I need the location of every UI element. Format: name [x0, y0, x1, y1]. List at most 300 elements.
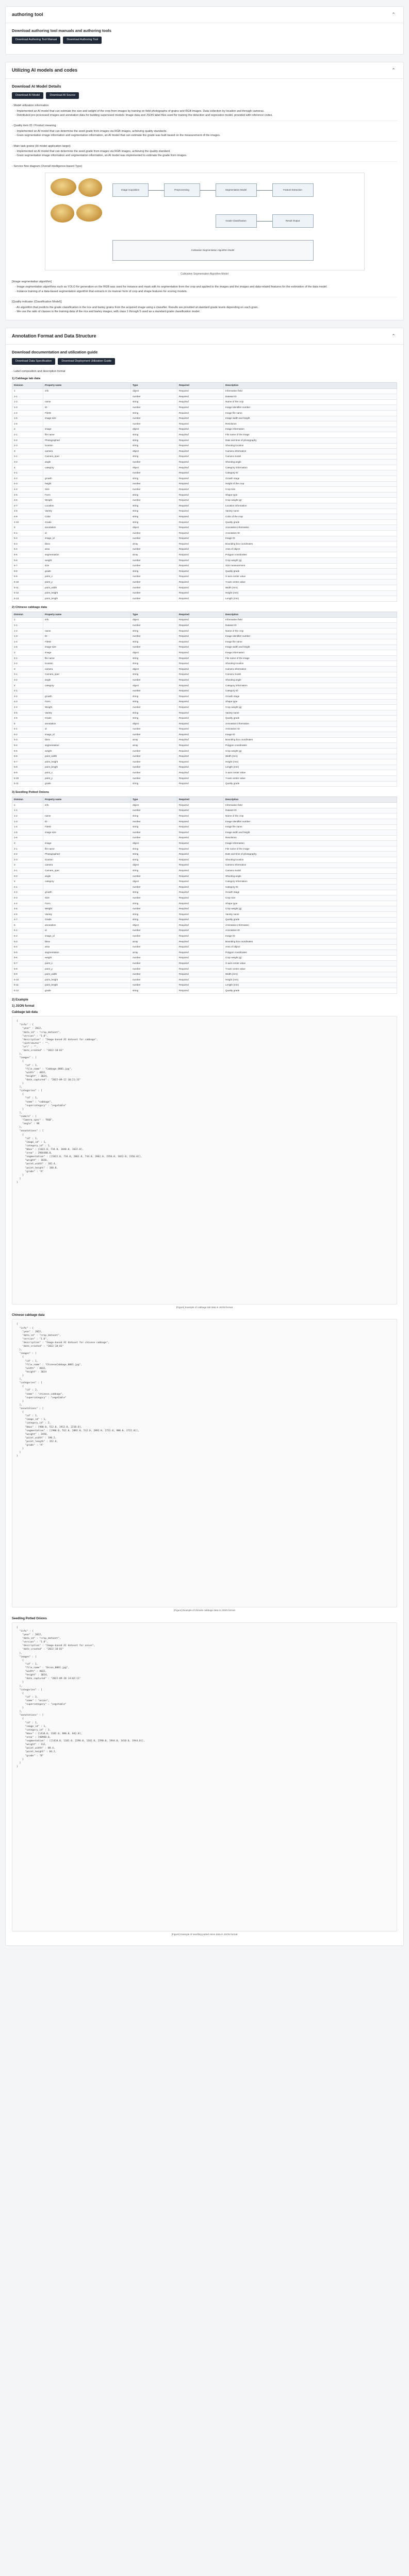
table-cell: 1-4 — [12, 639, 43, 645]
table-cell: angle — [43, 677, 131, 683]
table-cell: number — [131, 481, 177, 487]
table-cell: Required — [177, 514, 224, 520]
table-row — [12, 617, 397, 623]
table-cell: Required — [177, 557, 224, 563]
table-cell: 5 — [12, 721, 43, 727]
table-cell: 1-2 — [12, 814, 43, 819]
table-cell: 4-9 — [12, 514, 43, 520]
table-row — [12, 460, 397, 465]
table-cell: point_x — [43, 770, 131, 776]
table-cell: number — [131, 585, 177, 590]
table-title: 1) Cabbage tab data — [12, 377, 41, 380]
table-cell: number — [131, 770, 177, 776]
table-row — [12, 972, 397, 977]
table-row — [12, 667, 397, 672]
table-cell: Required — [177, 492, 224, 498]
table-cell: Required — [177, 923, 224, 928]
table-cell: Required — [177, 394, 224, 400]
table-cell: Quality grade — [224, 519, 397, 525]
table-cell: Camera information — [224, 862, 397, 868]
table-cell: number — [131, 498, 177, 503]
table-row — [12, 824, 397, 830]
table-cell: string — [131, 661, 177, 667]
download-manual-button[interactable]: Download Authoring Tool Manual — [12, 37, 60, 43]
table-row — [12, 846, 397, 852]
table-row — [12, 509, 397, 514]
table-cell: Required — [177, 955, 224, 961]
table-cell: Category information — [224, 465, 397, 470]
table-cell: size — [43, 563, 131, 569]
table-cell: Camera_spec — [43, 454, 131, 460]
table-cell: weight — [43, 955, 131, 961]
annotation-format-body — [6, 345, 403, 1945]
table-cell: string — [131, 694, 177, 700]
table-row — [12, 432, 397, 438]
ai-models-header[interactable] — [6, 62, 403, 79]
paragraph: - Main task grains (AI model application target) — [12, 144, 71, 148]
table-cell: Grade — [43, 519, 131, 525]
table-cell — [43, 470, 131, 476]
table-cell: 5-7 — [12, 961, 43, 967]
table-cell: string — [131, 628, 177, 634]
table-cell: 2-2 — [12, 661, 43, 667]
table-cell: number — [131, 944, 177, 950]
code-example — [12, 1313, 397, 1612]
table-cell: 4 — [12, 465, 43, 470]
table-row — [12, 934, 397, 939]
table-cell: object — [131, 841, 177, 846]
table-cell: Resolution — [224, 421, 397, 427]
table-cell: Category ID — [224, 470, 397, 476]
download-ai-model-button[interactable]: Download AI Model — [12, 92, 43, 99]
table-cell: 4-1 — [12, 688, 43, 694]
button-row — [12, 358, 397, 365]
table-cell: number — [131, 966, 177, 972]
table-cell: Information field — [224, 803, 397, 808]
table-cell: Camera information — [224, 667, 397, 672]
table-header-row — [12, 796, 397, 802]
table-cell: Required — [177, 509, 224, 514]
table-cell: object — [131, 525, 177, 531]
table-cell: Shooting location — [224, 443, 397, 449]
table-cell: 2-1 — [12, 432, 43, 438]
table-cell: category — [43, 683, 131, 688]
table-cell: point_x — [43, 961, 131, 967]
table-cell: number — [131, 972, 177, 977]
table-row — [12, 465, 397, 470]
table-cell: 3-2 — [12, 677, 43, 683]
table-cell: Required — [177, 770, 224, 776]
table-cell: string — [131, 503, 177, 509]
table-cell: image_id — [43, 934, 131, 939]
table-cell: weight — [43, 748, 131, 754]
flow-box: Cultivation Segmentation Algorithm Model — [112, 240, 314, 261]
table-cell: number — [131, 623, 177, 629]
table-cell: grade — [43, 988, 131, 994]
cabbage-label-table — [12, 382, 397, 601]
table-cell: name — [43, 628, 131, 634]
table-cell: X-axis center value — [224, 770, 397, 776]
table-row — [12, 399, 397, 405]
table-cell: Image file name — [224, 410, 397, 416]
table-row — [12, 410, 397, 416]
code-caption: [Figure] Example of chinese cabbage data in JSON format — [174, 1609, 235, 1612]
table-cell: Dataset ID — [224, 808, 397, 814]
table-cell: string — [131, 437, 177, 443]
table-cell: number — [131, 596, 177, 602]
chevron-up-icon[interactable]: ⌃ — [391, 333, 396, 339]
section-heading: Download authoring tool manuals and authoring tools — [12, 28, 111, 33]
table-cell: Required — [177, 765, 224, 770]
table-cell: segmentation — [43, 552, 131, 558]
table-cell: 4-5 — [12, 492, 43, 498]
table-cell: Required — [177, 732, 224, 738]
code-caption: [Figure] Example of cabbage tab data in JSON format — [176, 1306, 233, 1309]
table-cell: 4-10 — [12, 519, 43, 525]
table-cell: Quality grade — [224, 781, 397, 787]
table-cell: string — [131, 846, 177, 852]
table-cell: Form — [43, 901, 131, 906]
table-row — [12, 672, 397, 677]
table-cell: Length (mm) — [224, 596, 397, 602]
table-row — [12, 454, 397, 460]
table-cell: Required — [177, 694, 224, 700]
table-cell: 4-2 — [12, 694, 43, 700]
table-cell: Required — [177, 470, 224, 476]
table-row — [12, 982, 397, 988]
column-header: Division — [12, 796, 43, 802]
table-cell: Required — [177, 639, 224, 645]
code-example — [12, 1617, 397, 1936]
table-cell: Y-axis center value — [224, 775, 397, 781]
table-row — [12, 645, 397, 650]
table-cell: 5-6 — [12, 557, 43, 563]
grain-image — [51, 178, 76, 196]
table-cell: Crop weight (g) — [224, 557, 397, 563]
table-row — [12, 547, 397, 552]
table-cell: Required — [177, 754, 224, 759]
bullet: - Implemented an AI model that can determine the seed grade from images via RGB images, achieving the quality standard. — [15, 150, 171, 154]
table-cell: Growth stage — [224, 694, 397, 700]
table-cell: 5-6 — [12, 955, 43, 961]
table-cell: Required — [177, 944, 224, 950]
table-row — [12, 503, 397, 509]
table-cell: camera — [43, 449, 131, 454]
table-cell: X-axis center value — [224, 574, 397, 580]
table-row — [12, 988, 397, 994]
table-cell: string — [131, 432, 177, 438]
table-cell: number — [131, 487, 177, 493]
table-cell: 2-3 — [12, 857, 43, 863]
chevron-up-icon[interactable]: ⌃ — [391, 67, 396, 73]
table-cell: number — [131, 906, 177, 912]
table-cell: image_id — [43, 536, 131, 541]
table-cell: Required — [177, 705, 224, 710]
subheading: 2) Example — [12, 998, 28, 1002]
table-cell: Required — [177, 688, 224, 694]
table-cell: annotation — [43, 721, 131, 727]
table-cell: 1-1 — [12, 394, 43, 400]
table-cell — [43, 421, 131, 427]
table-cell: string — [131, 476, 177, 482]
table-cell: Required — [177, 737, 224, 743]
table-cell: angle — [43, 873, 131, 879]
table-cell: 1-3 — [12, 634, 43, 639]
table-cell: number — [131, 460, 177, 465]
paragraph: [Image segmentation algorithm] — [12, 280, 52, 284]
table-cell: Date and time of photography — [224, 852, 397, 857]
table-cell: Required — [177, 443, 224, 449]
table-cell: Required — [177, 628, 224, 634]
table-cell: Photographed — [43, 852, 131, 857]
table-cell: Required — [177, 824, 224, 830]
table-cell — [43, 808, 131, 814]
table-cell: Crop weight (g) — [224, 748, 397, 754]
ai-models-body — [6, 79, 403, 320]
annotation-format-card — [5, 328, 404, 1946]
card-title: Utilizing AI models and codes — [12, 67, 78, 73]
table-cell: Annotation information — [224, 721, 397, 727]
button-row — [12, 92, 397, 99]
table-cell: Category information — [224, 683, 397, 688]
table-row — [12, 814, 397, 819]
table-cell: Image ID — [224, 732, 397, 738]
table-cell: 5-9 — [12, 574, 43, 580]
table-cell: 5-2 — [12, 536, 43, 541]
table-cell: Location — [43, 503, 131, 509]
table-cell: string — [131, 781, 177, 787]
table-cell: Color — [43, 514, 131, 520]
table-cell: Required — [177, 541, 224, 547]
table-cell: growth — [43, 890, 131, 895]
chinese-cabbage-label-table — [12, 612, 397, 787]
table-cell: number — [131, 394, 177, 400]
code-title: Cabbage tab data — [12, 1011, 38, 1014]
table-row — [12, 737, 397, 743]
table-cell: Required — [177, 835, 224, 841]
table-cell: 1 — [12, 388, 43, 394]
table-cell: Required — [177, 531, 224, 536]
table-cell: Width (mm) — [224, 754, 397, 759]
table-cell: number — [131, 416, 177, 421]
table-cell: bbox — [43, 737, 131, 743]
table-cell: 4-4 — [12, 487, 43, 493]
table-cell: Shooting angle — [224, 677, 397, 683]
table-cell: Shape type — [224, 699, 397, 705]
table-cell: Required — [177, 857, 224, 863]
table-cell: 5-11 — [12, 982, 43, 988]
table-cell: array — [131, 743, 177, 749]
table-cell: point_y — [43, 775, 131, 781]
table-cell: string — [131, 454, 177, 460]
table-cell: 4-6 — [12, 912, 43, 918]
table-row — [12, 765, 397, 770]
table-cell: Polygon coordinates — [224, 743, 397, 749]
table-cell: Required — [177, 634, 224, 639]
grain-image — [78, 178, 102, 197]
table-row — [12, 639, 397, 645]
table-cell: camera — [43, 862, 131, 868]
table-cell: 5-10 — [12, 580, 43, 585]
table-row — [12, 552, 397, 558]
table-row — [12, 775, 397, 781]
table-cell: X-axis center value — [224, 961, 397, 967]
flow-box: Feature Extraction — [272, 183, 314, 197]
table-cell: number — [131, 470, 177, 476]
table-cell: file name — [43, 432, 131, 438]
download-spec-button[interactable]: Download Data Specification — [12, 358, 55, 365]
paragraph: [Quality indicator (Classification Model)] — [12, 300, 62, 304]
download-ai-source-button[interactable]: Download AI Source — [46, 92, 79, 99]
table-cell: object — [131, 388, 177, 394]
table-cell: Required — [177, 748, 224, 754]
code-title: Seedling Potted Onions — [12, 1617, 47, 1620]
column-header: Property name — [43, 383, 131, 388]
table-row — [12, 519, 397, 525]
table-cell: object — [131, 683, 177, 688]
table-row — [12, 906, 397, 912]
table-cell: Camera information — [224, 449, 397, 454]
table-cell: string — [131, 912, 177, 918]
table-cell: Camera model — [224, 454, 397, 460]
table-header-row — [12, 612, 397, 617]
table-cell: number — [131, 977, 177, 983]
table-cell: id — [43, 726, 131, 732]
code-example — [12, 1010, 397, 1309]
table-cell: number — [131, 563, 177, 569]
table-cell: Image ID — [224, 934, 397, 939]
table-cell: Name of the crop — [224, 399, 397, 405]
table-cell: 4-4 — [12, 705, 43, 710]
table-row — [12, 857, 397, 863]
table-row — [12, 917, 397, 923]
table-cell: Form — [43, 492, 131, 498]
table-cell: Camera_spec — [43, 868, 131, 874]
table-cell: string — [131, 917, 177, 923]
table-cell: object — [131, 862, 177, 868]
table-cell: number — [131, 754, 177, 759]
table-cell: Required — [177, 868, 224, 874]
table-cell: Required — [177, 432, 224, 438]
table-cell: Required — [177, 580, 224, 585]
table-cell: Required — [177, 667, 224, 672]
table-cell: number — [131, 961, 177, 967]
table-cell: object — [131, 667, 177, 672]
table-cell: Required — [177, 460, 224, 465]
table-cell: Required — [177, 982, 224, 988]
table-cell: 4-1 — [12, 470, 43, 476]
table-cell: info — [43, 803, 131, 808]
table-cell: 3 — [12, 667, 43, 672]
table-cell: Required — [177, 569, 224, 574]
table-cell: 1-1 — [12, 623, 43, 629]
table-cell: Required — [177, 585, 224, 590]
table-cell: 5-10 — [12, 977, 43, 983]
authoring-tool-header[interactable] — [6, 7, 403, 23]
column-header: Type — [131, 612, 177, 617]
table-cell: Shape type — [224, 492, 397, 498]
table-row — [12, 498, 397, 503]
table-cell — [43, 885, 131, 890]
download-guide-button[interactable]: Download Deployment Utilization Guide — [58, 358, 115, 365]
table-cell: 5-4 — [12, 944, 43, 950]
download-tool-button[interactable]: Download Authoring Tool — [63, 37, 102, 43]
table-cell: Polygon coordinates — [224, 950, 397, 956]
table-cell: 5-3 — [12, 541, 43, 547]
code-title: Chinese cabbage data — [12, 1314, 45, 1317]
divider — [12, 161, 397, 162]
table-cell: info — [43, 617, 131, 623]
table-cell: Required — [177, 476, 224, 482]
table-cell: Image file name — [224, 824, 397, 830]
table-cell: string — [131, 852, 177, 857]
table-row — [12, 759, 397, 765]
table-cell: Variety — [43, 509, 131, 514]
table-cell: object — [131, 803, 177, 808]
table-row — [12, 574, 397, 580]
chevron-up-icon[interactable]: ⌃ — [391, 12, 396, 18]
column-header: Division — [12, 383, 43, 388]
table-cell: image size — [43, 645, 131, 650]
table-row — [12, 536, 397, 541]
table-row — [12, 803, 397, 808]
table-cell: angle — [43, 460, 131, 465]
table-cell: Variety name — [224, 509, 397, 514]
table-cell: Annotation ID — [224, 726, 397, 732]
table-cell: File name of the image — [224, 432, 397, 438]
table-cell: 5-2 — [12, 934, 43, 939]
table-cell: point_y — [43, 580, 131, 585]
table-cell: string — [131, 639, 177, 645]
table-cell: 1-2 — [12, 399, 43, 405]
table-cell: grade — [43, 569, 131, 574]
annotation-format-header[interactable] — [6, 328, 403, 345]
paragraph: - Quality item ID / Product meaning — [12, 124, 56, 128]
table-cell: object — [131, 427, 177, 432]
table-cell: Required — [177, 645, 224, 650]
table-cell: 5-8 — [12, 966, 43, 972]
table-cell: Shooting angle — [224, 873, 397, 879]
table-cell: number — [131, 748, 177, 754]
table-cell: 4-6 — [12, 498, 43, 503]
table-row — [12, 808, 397, 814]
table-cell: object — [131, 721, 177, 727]
table-cell: Required — [177, 885, 224, 890]
table-cell: 1-4 — [12, 824, 43, 830]
table-cell: object — [131, 879, 177, 885]
table-cell: Shooting location — [224, 857, 397, 863]
table-cell: 5-7 — [12, 563, 43, 569]
table-cell: string — [131, 672, 177, 677]
table-cell: Length (mm) — [224, 765, 397, 770]
bullet: - Implemented an AI model that can estimate the size and weight of the crop from images by training on field photographs of grains and RGB images. Data collection by location and through cameras. — [15, 109, 265, 113]
table-cell: number — [131, 873, 177, 879]
table-cell: Height of the crop — [224, 481, 397, 487]
table-cell: Category ID — [224, 688, 397, 694]
json-code-block: { "info" : { "year" : 2022, "data_id" : "crop_dataset", "version" : "1.0", "description" : "Image-based AI dataset for cabbage", "contributor" : "", "url" : "", "date_created" : "2022-10-01" }, "images" : [ { "id" : 1, "file_name" : "Cabbage_0001.jpg", "width" : 4032, "height" : 3024, "date_captured" : "2022-09-12 10:21:33" } ], "categories" : [ { "id" : 1, "name" : "cabbage", "supercategory" : "vegetable" } ], "camera" : { "Camera_spec" : "RGB", "angle" : 90 }, "annotations" : [ { "id" : 1, "image_id" : 1, "category_id" : 1, "bbox" : [1022.0, 734.0, 1840.0, 1622.0], "area" : 2984480.0, "segmentation" : [[1022.0, 734.0, 2862.0, 734.0, 2862.0, 2356.0, 1022.0, 2356.0]], "weight" : 1820, "point_width" : 182.4, "point_height" : 160.8, "grade" : "A" } ] } — [12, 1016, 397, 1304]
table-cell: Crop weight (g) — [224, 955, 397, 961]
table-cell: point_width — [43, 754, 131, 759]
authoring-tool-card — [5, 6, 404, 55]
table-cell: Height (mm) — [224, 759, 397, 765]
column-header: Description — [224, 383, 397, 388]
table-cell: Required — [177, 574, 224, 580]
table-cell: Name of the crop — [224, 814, 397, 819]
table-cell: Information field — [224, 617, 397, 623]
table-cell: Color of the crop — [224, 514, 397, 520]
table-row — [12, 569, 397, 574]
table-cell: Crop weight (g) — [224, 705, 397, 710]
